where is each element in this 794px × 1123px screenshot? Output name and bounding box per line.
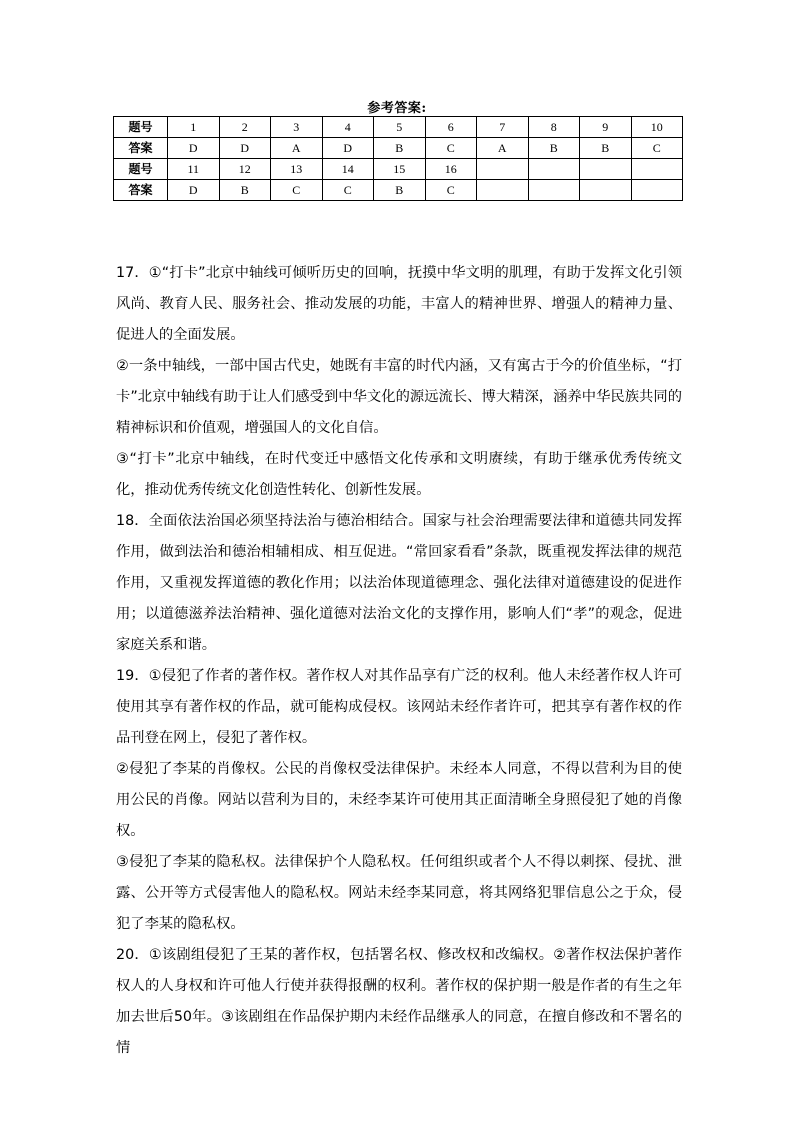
answer-table-row bbox=[114, 117, 683, 138]
paragraph-17-1: 17．①“打卡”北京中轴线可倾听历史的回响，抚摸中华文明的肌理，有助于发挥文化引领风尚、教育人民、服务社会、推动发展的功能，丰富人的精神世界、增强人的精神力量、促进人的全面发展。 bbox=[116, 265, 682, 343]
answer-cell: 10 bbox=[631, 117, 683, 138]
answer-cell: 9 bbox=[580, 117, 632, 138]
row-header-cell: 答案 bbox=[114, 180, 168, 201]
answer-cell bbox=[477, 159, 529, 180]
answer-cell: D bbox=[168, 180, 220, 201]
answer-explanations bbox=[116, 258, 682, 1064]
answer-cell bbox=[477, 180, 529, 201]
paragraph-17-2: ②一条中轴线，一部中国古代史，她既有丰富的时代内涵，又有寓古于今的价值坐标，“打卡”北京中轴线有助于让人们感受到中华文化的源远流长、博大精深，涵养中华民族共同的精神标识和价值观，增强国人的文化自信。 bbox=[116, 358, 682, 436]
answer-cell: C bbox=[425, 180, 477, 201]
answer-cell: 11 bbox=[168, 159, 220, 180]
answer-cell: A bbox=[477, 138, 529, 159]
answer-cell: 6 bbox=[425, 117, 477, 138]
answer-cell bbox=[631, 159, 683, 180]
answer-cell: C bbox=[631, 138, 683, 159]
paragraph-18: 18．全面依法治国必须坚持法治与德治相结合。国家与社会治理需要法律和道德共同发挥作用，做到法治和德治相辅相成、相互促进。“常回家看看”条款，既重视发挥法律的规范作用，又重视发挥道德的教化作用；以法治体现道德理念、强化法律对道德建设的促进作用；以道德滋养法治精神、强化道德对法治文化的支撑作用，影响人们“孝”的观念，促进家庭关系和谐。 bbox=[116, 513, 682, 653]
answer-cell: 15 bbox=[374, 159, 426, 180]
answer-cell: 4 bbox=[322, 117, 374, 138]
answer-table-row bbox=[114, 159, 683, 180]
row-header-cell: 题号 bbox=[114, 159, 168, 180]
answer-cell: B bbox=[374, 180, 426, 201]
answer-cell bbox=[580, 159, 632, 180]
answer-cell: 16 bbox=[425, 159, 477, 180]
answer-cell: A bbox=[271, 138, 323, 159]
answer-cell: D bbox=[322, 138, 374, 159]
answer-cell bbox=[631, 180, 683, 201]
answer-cell: 12 bbox=[219, 159, 271, 180]
answer-table-row bbox=[114, 138, 683, 159]
answer-cell: 8 bbox=[528, 117, 580, 138]
answer-cell: B bbox=[219, 180, 271, 201]
answer-cell bbox=[528, 159, 580, 180]
paragraph-19-2: ②侵犯了李某的肖像权。公民的肖像权受法律保护。未经本人同意，不得以营利为目的使用公民的肖像。网站以营利为目的，未经李某许可使用其正面清晰全身照侵犯了她的肖像权。 bbox=[116, 761, 682, 839]
answer-cell: B bbox=[374, 138, 426, 159]
answer-cell: 13 bbox=[271, 159, 323, 180]
answer-cell: C bbox=[322, 180, 374, 201]
answer-cell: B bbox=[580, 138, 632, 159]
paragraph-17-3: ③“打卡”北京中轴线，在时代变迁中感悟文化传承和文明赓续，有助于继承优秀传统文化，推动优秀传统文化创造性转化、创新性发展。 bbox=[116, 451, 682, 498]
answer-cell: B bbox=[528, 138, 580, 159]
answer-table bbox=[113, 116, 683, 201]
row-header-cell: 答案 bbox=[114, 138, 168, 159]
paragraph-19-1: 19．①侵犯了作者的著作权。著作权人对其作品享有广泛的权利。他人未经著作权人许可使用其享有著作权的作品，就可能构成侵权。该网站未经作者许可，把其享有著作权的作品刊登在网上，侵犯了著作权。 bbox=[116, 668, 682, 746]
answer-cell: D bbox=[168, 138, 220, 159]
answer-cell: 5 bbox=[374, 117, 426, 138]
answer-cell: 3 bbox=[271, 117, 323, 138]
answer-cell: 1 bbox=[168, 117, 220, 138]
row-header-cell: 题号 bbox=[114, 117, 168, 138]
paragraph-20: 20．①该剧组侵犯了王某的著作权，包括署名权、修改权和改编权。②著作权法保护著作权人的人身权和许可他人行使并获得报酬的权利。著作权的保护期一般是作者的有生之年加去世后50年。③该剧组在作品保护期内未经作品继承人的同意，在擅自修改和不署名的情 bbox=[116, 947, 682, 1056]
answers-title: 参考答案: bbox=[367, 101, 427, 116]
answer-table-row bbox=[114, 180, 683, 201]
answer-cell: 2 bbox=[219, 117, 271, 138]
answer-cell: 7 bbox=[477, 117, 529, 138]
answer-cell: D bbox=[219, 138, 271, 159]
answer-cell: C bbox=[425, 138, 477, 159]
paragraph-19-3: ③侵犯了李某的隐私权。法律保护个人隐私权。任何组织或者个人不得以刺探、侵扰、泄露、公开等方式侵害他人的隐私权。网站未经李某同意，将其网络犯罪信息公之于众，侵犯了李某的隐私权。 bbox=[116, 854, 682, 932]
answer-cell: 14 bbox=[322, 159, 374, 180]
answer-cell bbox=[580, 180, 632, 201]
answer-cell: C bbox=[271, 180, 323, 201]
answer-cell bbox=[528, 180, 580, 201]
